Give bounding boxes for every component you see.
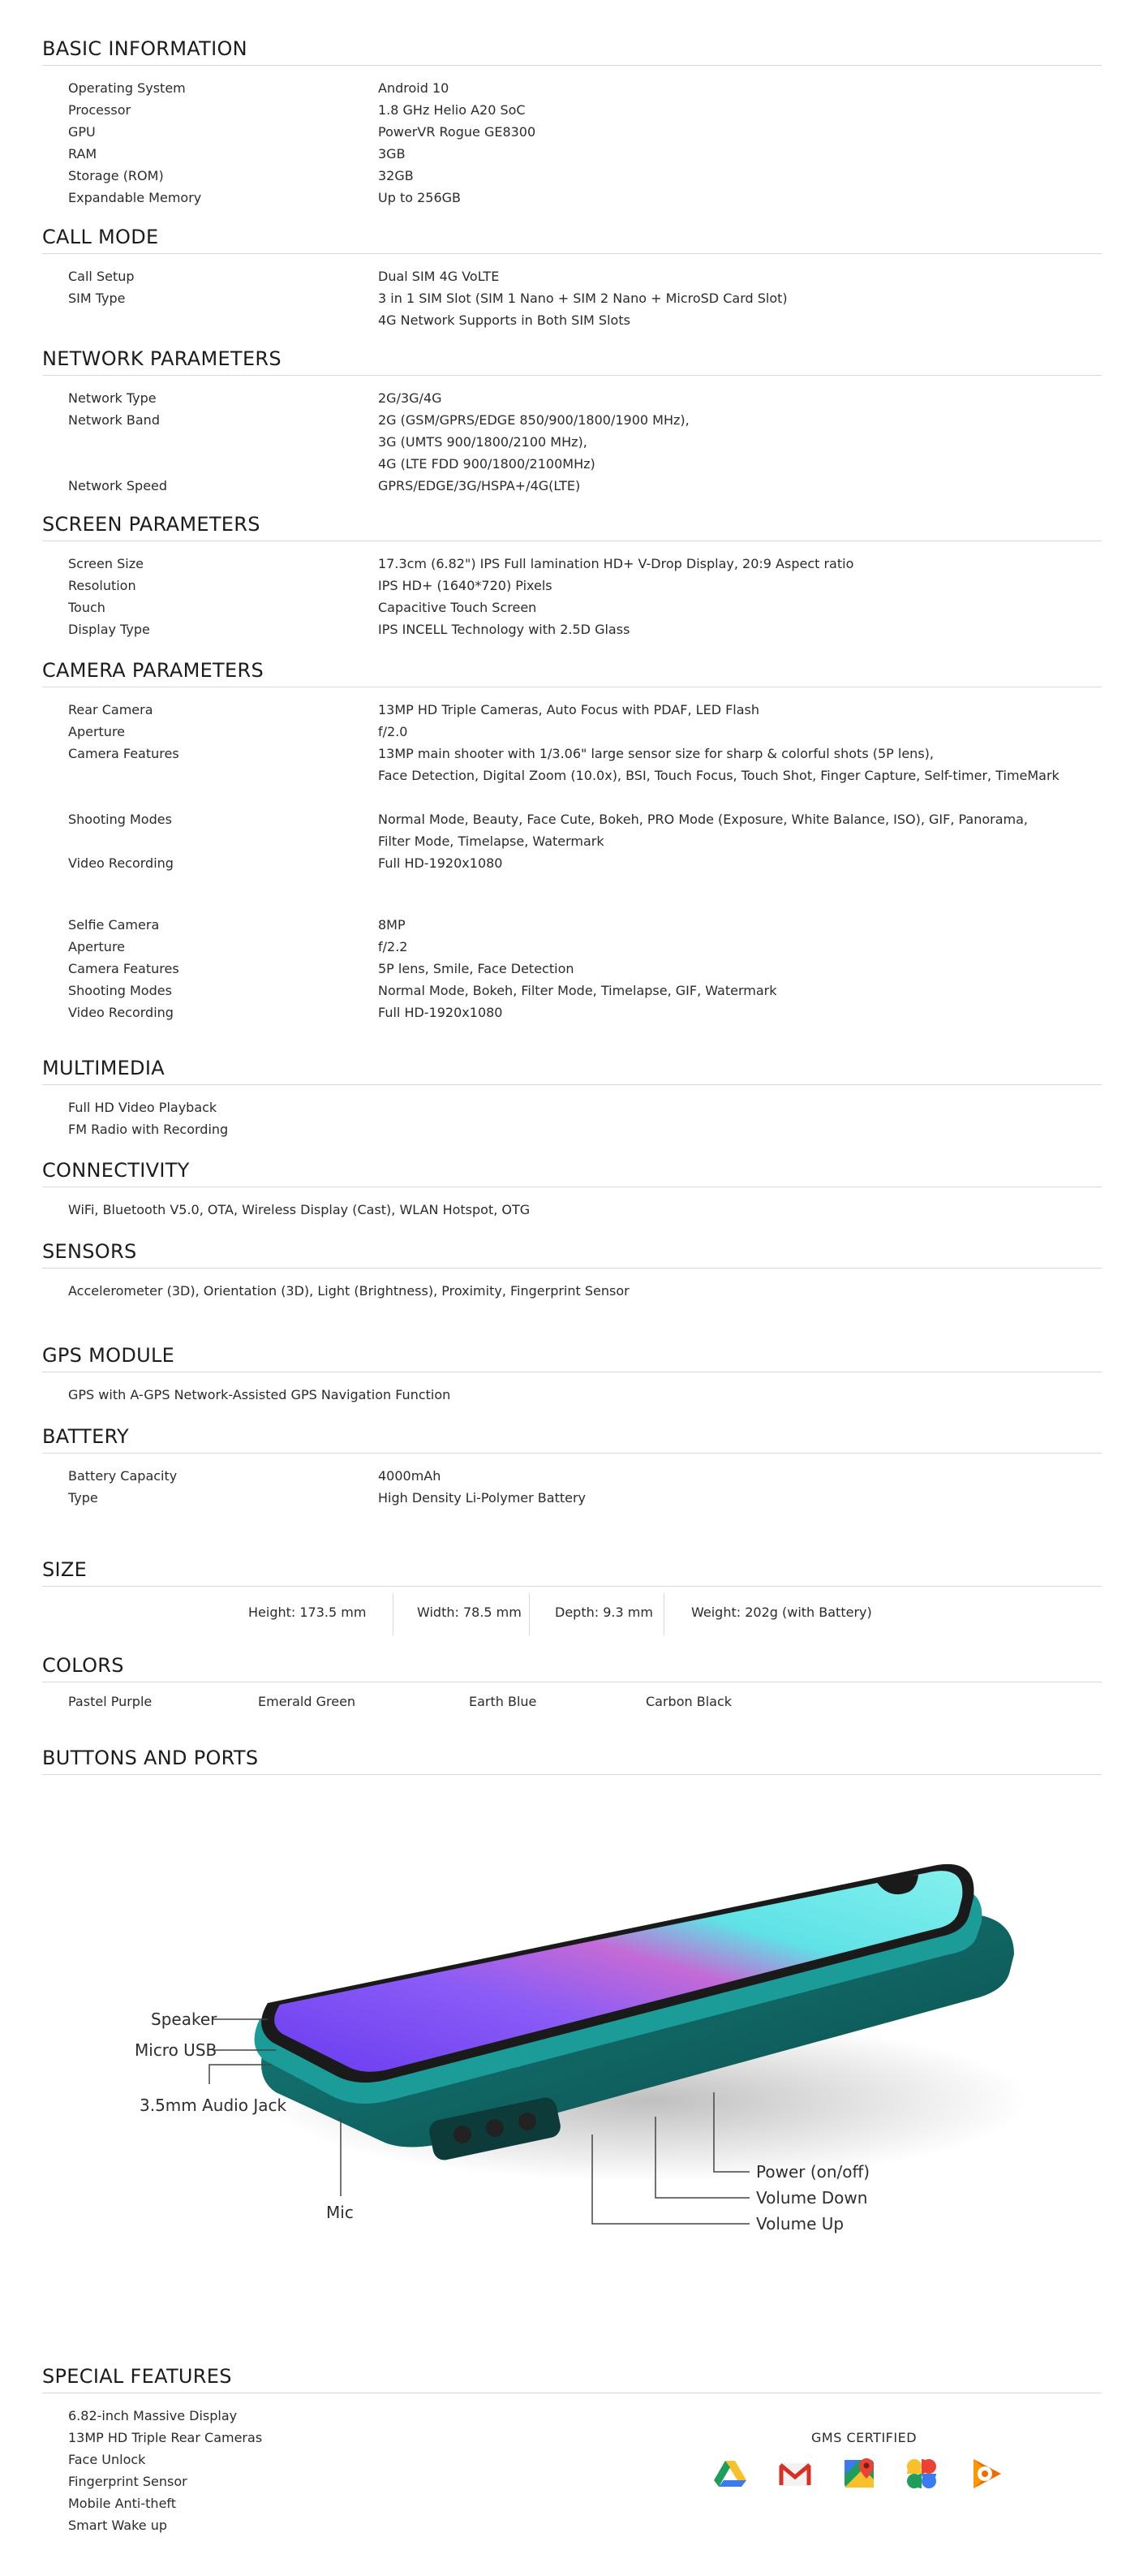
spec-row [68, 309, 1102, 331]
sensors-section [42, 1235, 1102, 1302]
camera-lens [518, 2113, 536, 2130]
spec-value: Up to 256GB [378, 190, 462, 205]
size-height: Height: 173.5 mm [248, 1605, 367, 1620]
section-title: BASIC INFORMATION [42, 32, 1102, 66]
section-title: SPECIAL FEATURES [42, 2360, 1102, 2393]
feature-list [42, 1280, 1102, 1302]
camera-parameters-section [42, 654, 1102, 1023]
size-bar [42, 1587, 1102, 1635]
feature-list [42, 1199, 1102, 1221]
spec-value: Face Detection, Digital Zoom (10.0x), BSI, Touch Focus, Touch Shot, Finger Capture, Self-timer, TimeMark [378, 768, 1059, 783]
section-title: COLORS [42, 1649, 1102, 1682]
basic-information-section [42, 32, 1102, 209]
spec-key: Shooting Modes [68, 983, 172, 998]
spec-key: Touch [68, 600, 105, 615]
spec-rows [42, 77, 1102, 209]
spec-value: 1.8 GHz Helio A20 SoC [378, 102, 526, 118]
spec-value: 3GB [378, 146, 406, 162]
spec-row [68, 980, 1102, 1002]
spec-row [68, 936, 1102, 958]
size-section [42, 1553, 1102, 1635]
spec-value: 4G Network Supports in Both SIM Slots [378, 312, 630, 328]
spec-value: f/2.0 [378, 724, 408, 739]
spec-rows [42, 387, 1102, 497]
volume-up-callout: Volume Up [756, 2214, 845, 2234]
spec-key: Camera Features [68, 746, 179, 761]
google-photos-icon [904, 2456, 939, 2492]
feature-list [42, 1384, 1102, 1406]
spec-rows [42, 553, 1102, 640]
spec-key: Shooting Modes [68, 812, 172, 827]
battery-section [42, 1420, 1102, 1509]
spec-row [68, 699, 1102, 721]
gps-module-section [42, 1339, 1102, 1406]
section-title: MULTIMEDIA [42, 1052, 1102, 1085]
list-item: GPS with A-GPS Network-Assisted GPS Navigation Function [68, 1387, 451, 1402]
spec-key: Screen Size [68, 556, 144, 571]
spec-value: Full HD-1920x1080 [378, 855, 503, 871]
spec-rows [42, 1465, 1102, 1509]
spec-key [68, 309, 378, 331]
spec-key: Selfie Camera [68, 917, 160, 933]
spec-key: Network Band [68, 412, 160, 428]
size-width: Width: 78.5 mm [417, 1605, 522, 1620]
volume-down-callout: Volume Down [756, 2188, 868, 2208]
list-item: Face Unlock [68, 2452, 146, 2467]
section-title: GPS MODULE [42, 1339, 1102, 1372]
color-option: Carbon Black [646, 1694, 733, 1709]
spec-row [68, 765, 1102, 786]
spec-key: Camera Features [68, 961, 179, 976]
spec-value: IPS HD+ (1640*720) Pixels [378, 578, 552, 593]
feature-list [42, 2405, 1102, 2536]
phone-ports-diagram [0, 1833, 1139, 2336]
spec-key: Resolution [68, 578, 136, 593]
size-depth: Depth: 9.3 mm [555, 1605, 653, 1620]
spec-key: Aperture [68, 939, 126, 954]
section-title: SIZE [42, 1553, 1102, 1587]
list-item: Smart Wake up [68, 2518, 168, 2533]
spec-row [68, 1002, 1102, 1023]
section-title: SENSORS [42, 1235, 1102, 1269]
camera-lens [486, 2119, 504, 2137]
spec-value: Dual SIM 4G VoLTE [378, 269, 500, 284]
section-title: NETWORK PARAMETERS [42, 342, 1102, 376]
spec-key: Aperture [68, 724, 126, 739]
spec-value: Capacitive Touch Screen [378, 600, 537, 615]
spec-value: Android 10 [378, 80, 449, 96]
spec-key: Network Speed [68, 478, 168, 493]
spec-key: Display Type [68, 622, 150, 637]
spec-value: 13MP HD Triple Cameras, Auto Focus with PDAF, LED Flash [378, 702, 760, 717]
spec-row [68, 77, 1102, 99]
list-item: FM Radio with Recording [68, 1122, 229, 1137]
section-title: CALL MODE [42, 221, 1102, 254]
color-option: Emerald Green [258, 1694, 356, 1709]
spec-key: SIM Type [68, 291, 126, 306]
spec-row [68, 409, 1102, 431]
power-button-callout: Power (on/off) [756, 2162, 870, 2182]
spec-value: 3 in 1 SIM Slot (SIM 1 Nano + SIM 2 Nano + MicroSD Card Slot) [378, 291, 788, 306]
spec-key: Battery Capacity [68, 1468, 178, 1484]
spec-value: 5P lens, Smile, Face Detection [378, 961, 574, 976]
spec-row [68, 743, 1102, 765]
spec-value: 17.3cm (6.82") IPS Full lamination HD+ V-Drop Display, 20:9 Aspect ratio [378, 556, 854, 571]
color-option: Earth Blue [469, 1694, 537, 1709]
spec-value: High Density Li-Polymer Battery [378, 1490, 586, 1506]
gms-certified-label: GMS CERTIFIED [811, 2430, 918, 2445]
list-item: Fingerprint Sensor [68, 2474, 187, 2489]
spacer [68, 896, 1102, 914]
spec-row [68, 121, 1102, 143]
phone-illustration [0, 1833, 1139, 2336]
list-item: WiFi, Bluetooth V5.0, OTA, Wireless Display (Cast), WLAN Hotspot, OTG [68, 1202, 531, 1217]
spec-row [68, 143, 1102, 165]
color-options [42, 1694, 1102, 1718]
spec-row [68, 575, 1102, 597]
section-title: SCREEN PARAMETERS [42, 508, 1102, 541]
spec-key [68, 453, 378, 475]
spacer [68, 874, 1102, 896]
section-title: BUTTONS AND PORTS [42, 1742, 1102, 1775]
spec-row [68, 99, 1102, 121]
spec-key: Video Recording [68, 855, 174, 871]
spec-key [68, 431, 378, 453]
size-weight: Weight: 202g (with Battery) [691, 1605, 872, 1620]
spec-value: Filter Mode, Timelapse, Watermark [378, 834, 604, 849]
list-item: Full HD Video Playback [68, 1100, 217, 1115]
spec-value: 13MP main shooter with 1/3.06" large sensor size for sharp & colorful shots (5P lens), [378, 746, 934, 761]
spec-row [68, 165, 1102, 187]
spec-value: 4G (LTE FDD 900/1800/2100MHz) [378, 456, 595, 472]
spec-row [68, 597, 1102, 618]
spec-value: 2G (GSM/GPRS/EDGE 850/900/1800/1900 MHz), [378, 412, 690, 428]
spec-value: f/2.2 [378, 939, 408, 954]
section-title: CAMERA PARAMETERS [42, 654, 1102, 687]
spec-row [68, 287, 1102, 309]
spec-key: Processor [68, 102, 131, 118]
spec-row [68, 808, 1102, 830]
audio-jack-callout: 3.5mm Audio Jack [140, 2096, 287, 2115]
divider [529, 1593, 530, 1635]
multimedia-section [42, 1052, 1102, 1140]
spec-row [68, 387, 1102, 409]
spec-key [68, 830, 378, 852]
call-mode-section [42, 221, 1102, 331]
spec-row [68, 453, 1102, 475]
spec-rows [42, 265, 1102, 331]
speaker-callout: Speaker [151, 2010, 217, 2029]
spec-key: RAM [68, 146, 97, 162]
list-item: Accelerometer (3D), Orientation (3D), Light (Brightness), Proximity, Fingerprint Sensor [68, 1283, 630, 1299]
spec-key: Network Type [68, 390, 157, 406]
spec-key: Video Recording [68, 1005, 174, 1020]
spec-value: Normal Mode, Beauty, Face Cute, Bokeh, PRO Mode (Exposure, White Balance, ISO), GIF, Panorama, [378, 812, 1029, 827]
spec-row [68, 187, 1102, 209]
spec-row [68, 431, 1102, 453]
spec-row [68, 265, 1102, 287]
camera-lens [453, 2126, 471, 2143]
micro-usb-callout: Micro USB [135, 2040, 217, 2060]
colors-section [42, 1649, 1102, 1718]
google-maps-icon [842, 2456, 878, 2492]
mic-callout: Mic [326, 2203, 354, 2222]
spec-key: Type [68, 1490, 98, 1506]
spec-row [68, 852, 1102, 874]
list-item: 13MP HD Triple Rear Cameras [68, 2430, 263, 2445]
spec-key: Operating System [68, 80, 186, 96]
google-play-music-icon [969, 2456, 1004, 2492]
section-title: BATTERY [42, 1420, 1102, 1454]
spec-row [68, 914, 1102, 936]
spec-rows [42, 699, 1102, 1023]
spec-key: Expandable Memory [68, 190, 202, 205]
spec-value: GPRS/EDGE/3G/HSPA+/4G(LTE) [378, 478, 581, 493]
spec-value: 2G/3G/4G [378, 390, 442, 406]
network-parameters-section [42, 342, 1102, 497]
spec-key: Call Setup [68, 269, 135, 284]
screen-parameters-section [42, 508, 1102, 640]
color-option: Pastel Purple [68, 1694, 153, 1709]
special-features-section [42, 2360, 1102, 2536]
spec-value: PowerVR Rogue GE8300 [378, 124, 536, 140]
spec-row [68, 830, 1102, 852]
spec-value: 4000mAh [378, 1468, 441, 1484]
spec-key: Storage (ROM) [68, 168, 164, 183]
spec-value: IPS INCELL Technology with 2.5D Glass [378, 622, 630, 637]
gmail-icon [777, 2456, 813, 2492]
section-title: CONNECTIVITY [42, 1154, 1102, 1187]
spec-row [68, 721, 1102, 743]
spec-row [68, 1465, 1102, 1487]
spec-row [68, 553, 1102, 575]
spec-value: Full HD-1920x1080 [378, 1005, 503, 1020]
spec-value: 8MP [378, 917, 406, 933]
connectivity-section [42, 1154, 1102, 1221]
spec-row [68, 958, 1102, 980]
spec-row [68, 618, 1102, 640]
spec-value: 32GB [378, 168, 414, 183]
google-drive-icon [712, 2456, 748, 2492]
list-item: 6.82-inch Massive Display [68, 2408, 238, 2423]
spec-row [68, 475, 1102, 497]
list-item: Mobile Anti-theft [68, 2496, 177, 2511]
buttons-ports-section [42, 1742, 1102, 1775]
spec-value: 3G (UMTS 900/1800/2100 MHz), [378, 434, 587, 450]
spec-row [68, 1487, 1102, 1509]
spec-key: Rear Camera [68, 702, 153, 717]
spec-value: Normal Mode, Bokeh, Filter Mode, Timelapse, GIF, Watermark [378, 983, 777, 998]
spacer [68, 786, 1102, 808]
feature-list [42, 1096, 1102, 1140]
spec-key: GPU [68, 124, 96, 140]
spec-key [68, 765, 378, 786]
